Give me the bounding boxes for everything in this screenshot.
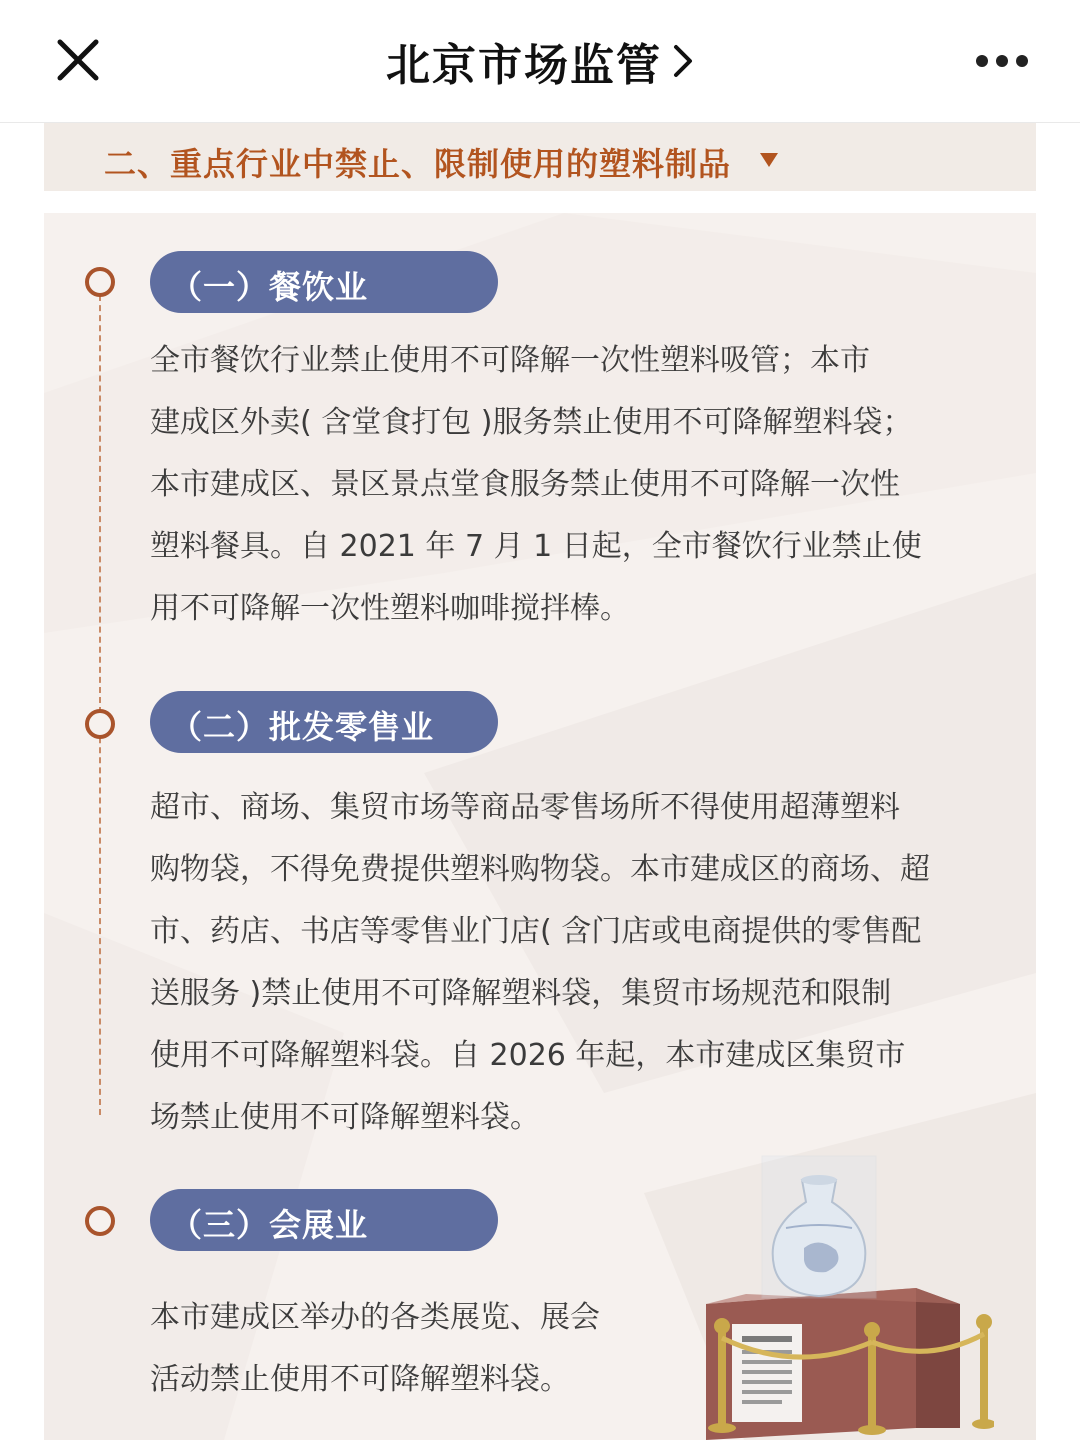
top-nav-bar bbox=[0, 0, 1080, 123]
heading-pill-catering bbox=[150, 251, 498, 313]
text-line: 送服务 )禁止使用不可降解塑料袋，集贸市场规范和限制 bbox=[150, 976, 892, 1011]
chevron-right-icon bbox=[672, 43, 694, 79]
heading-catering: （一）餐饮业 bbox=[170, 268, 369, 306]
museum-vase-illustration bbox=[654, 1128, 994, 1440]
text-line: 超市、商场、集贸市场等商品零售场所不得使用超薄塑料 bbox=[150, 790, 900, 825]
timeline-dot bbox=[85, 267, 115, 297]
text-line: 本市建成区举办的各类展览、展会 bbox=[150, 1300, 600, 1335]
content-card bbox=[44, 213, 1036, 1440]
text-line: 市、药店、书店等零售业门店( 含门店或电商提供的零售配 bbox=[150, 914, 922, 949]
text-line: 本市建成区、景区景点堂食服务禁止使用不可降解一次性 bbox=[150, 467, 900, 502]
text-line: 用不可降解一次性塑料咖啡搅拌棒。 bbox=[150, 591, 630, 626]
text-line: 活动禁止使用不可降解塑料袋。 bbox=[150, 1362, 570, 1397]
article-image bbox=[44, 123, 1036, 1440]
paragraph-exhibition bbox=[150, 1287, 600, 1411]
account-title-link[interactable] bbox=[0, 0, 1080, 122]
section-title: 二、重点行业中禁止、限制使用的塑料制品 bbox=[104, 145, 732, 183]
text-line: 塑料餐具。自 2021 年 7 月 1 日起，全市餐饮行业禁止使 bbox=[150, 529, 922, 564]
heading-pill-retail bbox=[150, 691, 498, 753]
account-title: 北京市场监管 bbox=[386, 40, 662, 91]
timeline-dot bbox=[85, 709, 115, 739]
paragraph-retail bbox=[150, 777, 930, 1149]
heading-pill-exhibition bbox=[150, 1189, 498, 1251]
heading-exhibition: （三）会展业 bbox=[170, 1206, 369, 1244]
timeline-dot bbox=[85, 1206, 115, 1236]
text-line: 建成区外卖( 含堂食打包 )服务禁止使用不可降解塑料袋； bbox=[150, 405, 913, 440]
text-line: 使用不可降解塑料袋。自 2026 年起，本市建成区集贸市 bbox=[150, 1038, 906, 1073]
section-header bbox=[44, 123, 1036, 191]
more-dots-icon[interactable] bbox=[968, 44, 1036, 78]
text-line: 全市餐饮行业禁止使用不可降解一次性塑料吸管；本市 bbox=[150, 343, 870, 378]
timeline-line bbox=[99, 285, 101, 1115]
triangle-down-icon bbox=[760, 153, 778, 167]
text-line: 购物袋，不得免费提供塑料购物袋。本市建成区的商场、超 bbox=[150, 852, 930, 887]
divider bbox=[44, 191, 1036, 213]
paragraph-catering bbox=[150, 330, 922, 640]
heading-retail: （二）批发零售业 bbox=[170, 708, 435, 746]
text-line: 场禁止使用不可降解塑料袋。 bbox=[150, 1100, 540, 1135]
